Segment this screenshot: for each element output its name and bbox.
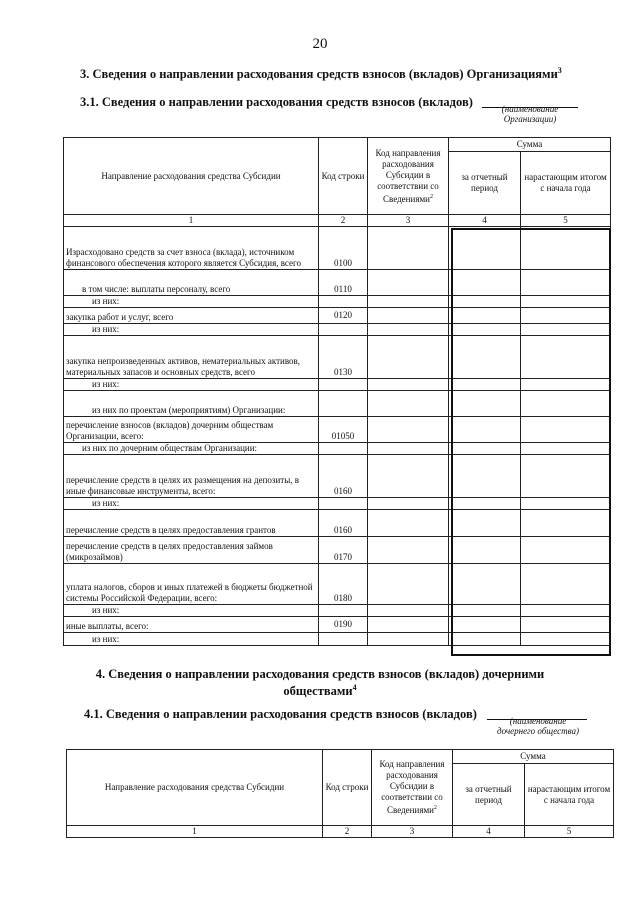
cell-subsidy-code[interactable]: [368, 417, 449, 443]
header-sum: Сумма: [453, 750, 614, 764]
row-label: из них:: [64, 633, 319, 646]
header-direction: Направление расходования средства Субсидии: [64, 138, 319, 215]
row-label: закупка работ и услуг, всего: [64, 308, 319, 324]
col-num: 5: [525, 826, 614, 838]
row-code: 01050: [319, 417, 368, 443]
cell-subsidy-code[interactable]: [368, 605, 449, 617]
subsidiary-name-hint: (наименование дочернего общества): [497, 716, 579, 736]
subsidiary-expense-table: [66, 749, 614, 838]
row-code: 0110: [319, 270, 368, 296]
row-label: из них:: [64, 605, 319, 617]
row-label: иные выплаты, всего:: [64, 617, 319, 633]
row-code: [319, 605, 368, 617]
row-label: перечисление средств в целях предоставления грантов: [64, 510, 319, 537]
row-label: из них по дочерним обществам Организации:: [64, 443, 319, 455]
header-reporting-period: за отчетный период: [449, 152, 521, 215]
col-num: 2: [319, 215, 368, 227]
row-label: уплата налогов, сборов и иных платежей в бюджеты бюджетной системы Российской Федерации, всего:: [64, 564, 319, 605]
col-num: 1: [64, 215, 319, 227]
row-code: [319, 498, 368, 510]
cell-subsidy-code[interactable]: [368, 270, 449, 296]
row-code: [319, 324, 368, 336]
row-label: перечисление средств в целях их размещения на депозиты, в иные финансовые инструменты, всего:: [64, 455, 319, 498]
row-code: [319, 443, 368, 455]
cell-subsidy-code[interactable]: [368, 443, 449, 455]
cell-subsidy-code[interactable]: [368, 324, 449, 336]
col-num: 4: [453, 826, 525, 838]
cell-subsidy-code[interactable]: [368, 498, 449, 510]
section-3-1-subtitle: 3.1. Сведения о направлении расходования средств взносов (вкладов): [80, 95, 473, 109]
row-code: [319, 296, 368, 308]
row-label: закупка непроизведенных активов, нематериальных активов, материальных запасов и основных средств, всего: [64, 336, 319, 379]
row-label: перечисление взносов (вкладов) дочерним обществам Организации, всего:: [64, 417, 319, 443]
row-code: 0160: [319, 455, 368, 498]
cell-subsidy-code[interactable]: [368, 227, 449, 270]
col-num: 3: [372, 826, 453, 838]
row-code: 0130: [319, 336, 368, 379]
cell-subsidy-code[interactable]: [368, 455, 449, 498]
row-code: 0180: [319, 564, 368, 605]
col-num: 5: [521, 215, 611, 227]
header-direction: Направление расходования средства Субсидии: [67, 750, 323, 826]
row-code: [319, 633, 368, 646]
header-reporting-period: за отчетный период: [453, 764, 525, 826]
cell-subsidy-code[interactable]: [368, 296, 449, 308]
section-3-title: 3. Сведения о направлении расходования средств взносов (вкладов) Организациями$^3$: [80, 66, 562, 82]
row-code: 0120: [319, 308, 368, 324]
row-label: Израсходовано средств за счет взноса (вклада), источником финансового обеспечения которого является Субсидия, всего: [64, 227, 319, 270]
row-code: 0170: [319, 537, 368, 564]
row-code: [319, 379, 368, 391]
section-4-title: 4. Сведения о направлении расходования средств взносов (вкладов) дочерними обществами$^4$: [95, 667, 545, 699]
cell-subsidy-code[interactable]: [368, 564, 449, 605]
header-cumulative: нарастающим итогом с начала года: [525, 764, 614, 826]
header-subsidy-code: Код направления расходования Субсидии в соответствии со Сведениями$^2$: [372, 750, 453, 826]
cell-subsidy-code[interactable]: [368, 379, 449, 391]
cell-subsidy-code[interactable]: [368, 336, 449, 379]
page-number: 20: [312, 36, 328, 52]
cell-subsidy-code[interactable]: [368, 633, 449, 646]
row-label: из них:: [64, 379, 319, 391]
cell-subsidy-code[interactable]: [368, 510, 449, 537]
col-num: 3: [368, 215, 449, 227]
row-label: из них:: [64, 324, 319, 336]
cell-subsidy-code[interactable]: [368, 308, 449, 324]
row-code: 0160: [319, 510, 368, 537]
header-line-code: Код строки: [323, 750, 372, 826]
cell-subsidy-code[interactable]: [368, 617, 449, 633]
header-subsidy-code: Код направления расходования Субсидии в соответствии со Сведениями$^2$: [368, 138, 449, 215]
row-label: в том числе: выплаты персоналу, всего: [64, 270, 319, 296]
row-label: перечисление средств в целях предоставления займов (микрозаймов): [64, 537, 319, 564]
col-num: 1: [67, 826, 323, 838]
amount-columns-frame: [451, 228, 611, 656]
row-code: [319, 391, 368, 417]
header-cumulative: нарастающим итогом с начала года: [521, 152, 611, 215]
header-line-code: Код строки: [319, 138, 368, 215]
header-sum: Сумма: [449, 138, 611, 152]
col-num: 2: [323, 826, 372, 838]
row-label: из них по проектам (мероприятиям) Организации:: [64, 391, 319, 417]
cell-subsidy-code[interactable]: [368, 537, 449, 564]
row-code: 0190: [319, 617, 368, 633]
row-label: из них:: [64, 296, 319, 308]
row-code: 0100: [319, 227, 368, 270]
org-name-hint: (наименование Организации): [501, 104, 559, 124]
section-4-1-subtitle: 4.1. Сведения о направлении расходования средств взносов (вкладов): [84, 707, 477, 721]
row-label: из них:: [64, 498, 319, 510]
col-num: 4: [449, 215, 521, 227]
cell-subsidy-code[interactable]: [368, 391, 449, 417]
